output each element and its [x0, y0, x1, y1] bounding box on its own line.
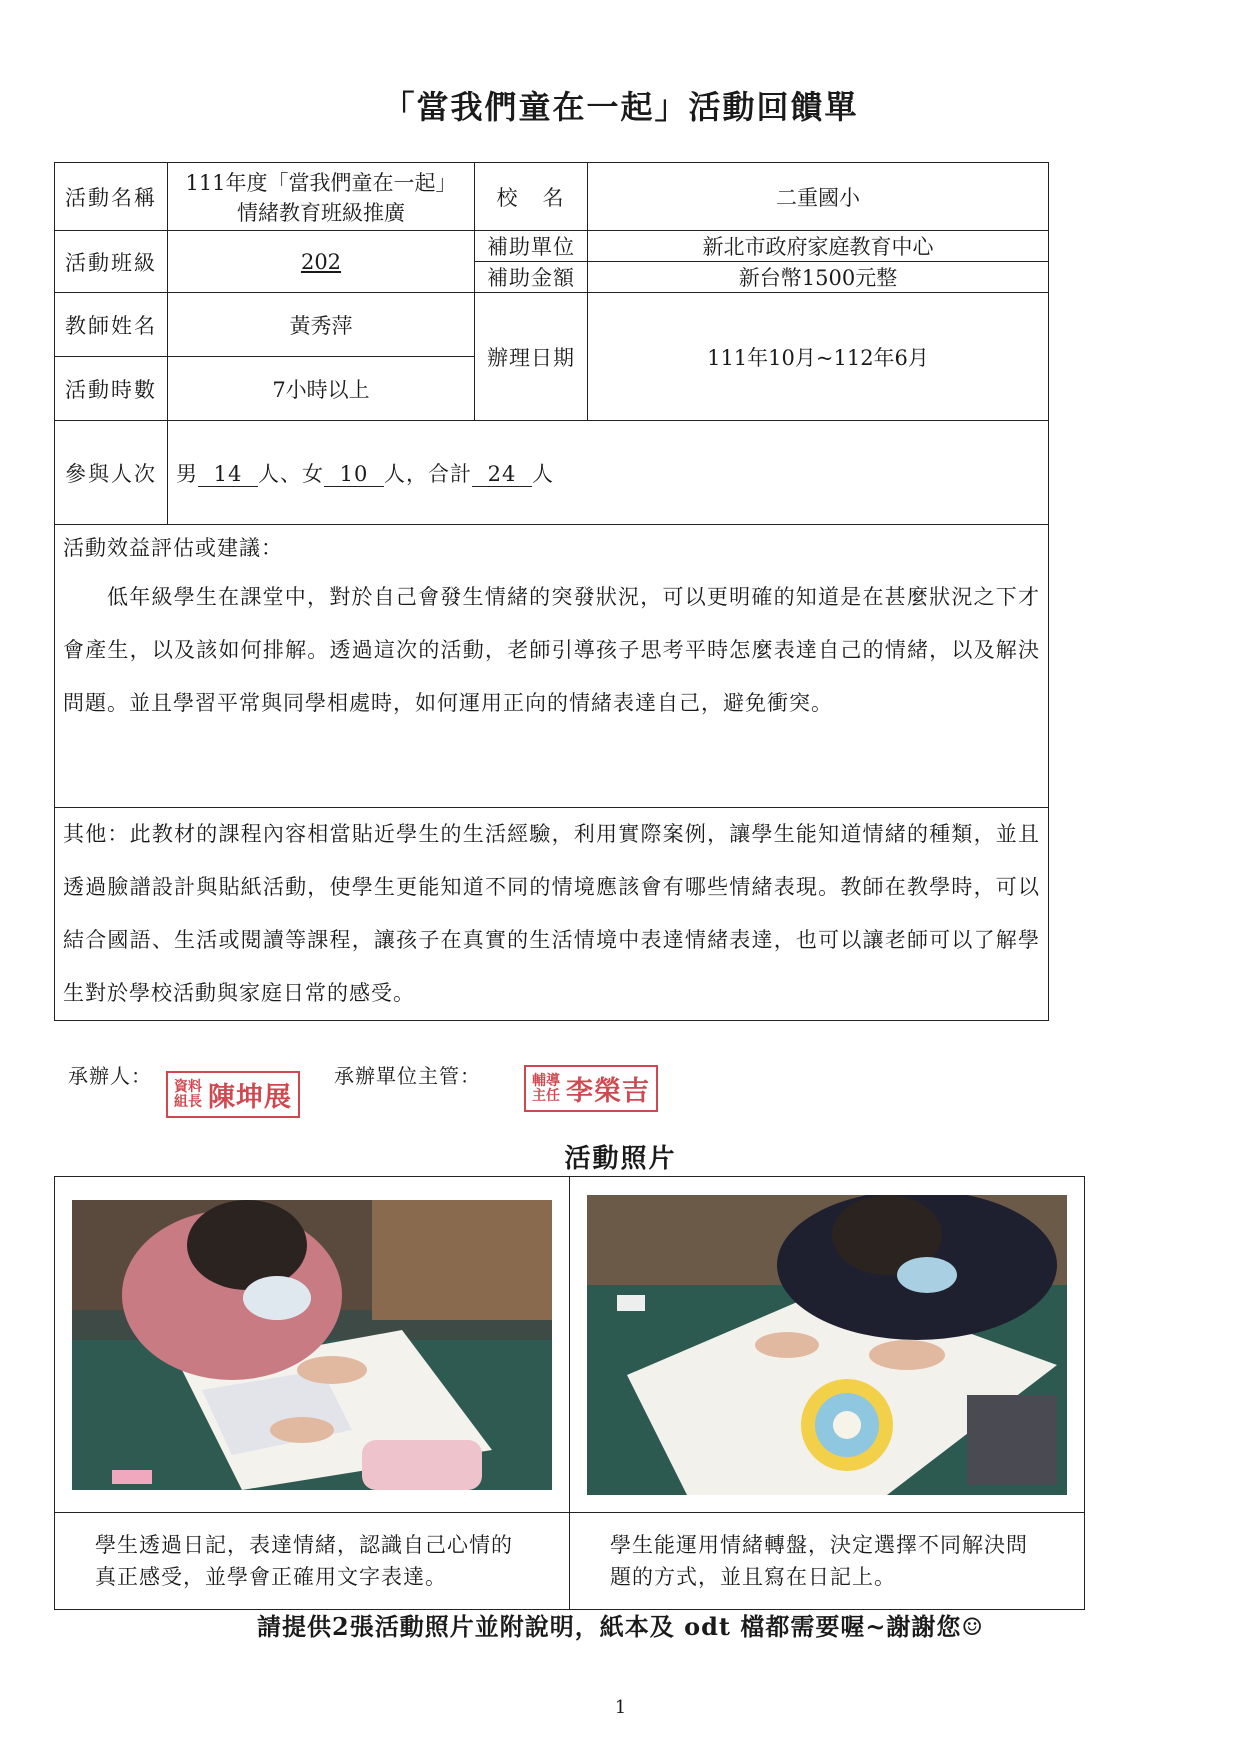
photo-right: [570, 1177, 1085, 1513]
amount-value: 新台幣1500元整: [588, 262, 1049, 293]
student-emotion-wheel-image: [587, 1195, 1067, 1495]
date-label: 辦理日期: [475, 293, 588, 421]
student-writing-diary-image: [72, 1200, 552, 1490]
teacher-value: 黃秀萍: [168, 293, 475, 357]
evaluation-section: [55, 525, 1049, 808]
handler-label: 承辦人：: [68, 1064, 152, 1088]
supervisor-stamp: 輔導主任 李榮吉: [524, 1065, 658, 1112]
school-value: 二重國小: [588, 163, 1049, 231]
other-section: [55, 808, 1049, 1021]
school-label: 校 名: [475, 163, 588, 231]
page-number: 1: [614, 1697, 627, 1718]
sponsor-value: 新北市政府家庭教育中心: [588, 231, 1049, 262]
activity-name-value: 111年度「當我們童在一起」 情緒教育班級推廣: [168, 163, 475, 231]
footer-note: 請提供2張活動照片並附說明，紙本及 odt 檔都需要喔~謝謝您☺: [257, 1612, 984, 1641]
caption-left: 學生透過日記，表達情緒，認識自己心情的真正感受，並學會正確用文字表達。: [55, 1513, 570, 1610]
other-text: 其他：此教材的課程內容相當貼近學生的生活經驗，利用實際案例，讓學生能知道情緒的種類，並且透過臉譜設計與貼紙活動，使學生更能知道不同的情境應該會有哪些情緒表現。教師在教學時，可以結合國語、生活或閱讀等課程，讓孩子在真實的生活情境中表達情緒表達，也可以讓老師可以了解學生對於學校活動與家庭日常的感受。: [63, 822, 1040, 1005]
caption-right: 學生能運用情緒轉盤，決定選擇不同解決問題的方式，並且寫在日記上。: [570, 1513, 1085, 1610]
activity-name-label: 活動名稱: [55, 163, 168, 231]
page-title: 「當我們童在一起」活動回饋單: [382, 88, 859, 126]
teacher-label: 教師姓名: [55, 293, 168, 357]
male-count: 14: [198, 462, 258, 487]
handler-stamp: 資料組長 陳坤展: [166, 1071, 300, 1118]
supervisor-label: 承辦單位主管：: [334, 1064, 481, 1088]
hours-value: 7小時以上: [168, 357, 475, 421]
hours-label: 活動時數: [55, 357, 168, 421]
evaluation-heading: 活動效益評估或建議：: [63, 536, 283, 560]
date-value: 111年10月~112年6月: [588, 293, 1049, 421]
feedback-form-table: [54, 162, 1049, 1021]
class-label: 活動班級: [55, 231, 168, 293]
evaluation-text: 低年級學生在課堂中，對於自己會發生情緒的突發狀況，可以更明確的知道是在甚麼狀況之下才會產生，以及該如何排解。透過這次的活動，老師引導孩子思考平時怎麼表達自己的情緒，以及解決問題。並且學習平常與同學相處時，如何運用正向的情緒表達自己，避免衝突。: [63, 585, 1040, 715]
participants-label: 參與人次: [55, 421, 168, 525]
participants-value: 男 14 人、女 10 人，合計 24 人: [168, 421, 1049, 525]
photos-section-title: 活動照片: [564, 1144, 677, 1174]
total-count: 24: [472, 462, 532, 487]
photo-left: [55, 1177, 570, 1513]
class-value: 202: [168, 231, 475, 293]
photos-table: [54, 1176, 1085, 1610]
sponsor-label: 補助單位: [475, 231, 588, 262]
female-count: 10: [324, 462, 384, 487]
amount-label: 補助金額: [475, 262, 588, 293]
